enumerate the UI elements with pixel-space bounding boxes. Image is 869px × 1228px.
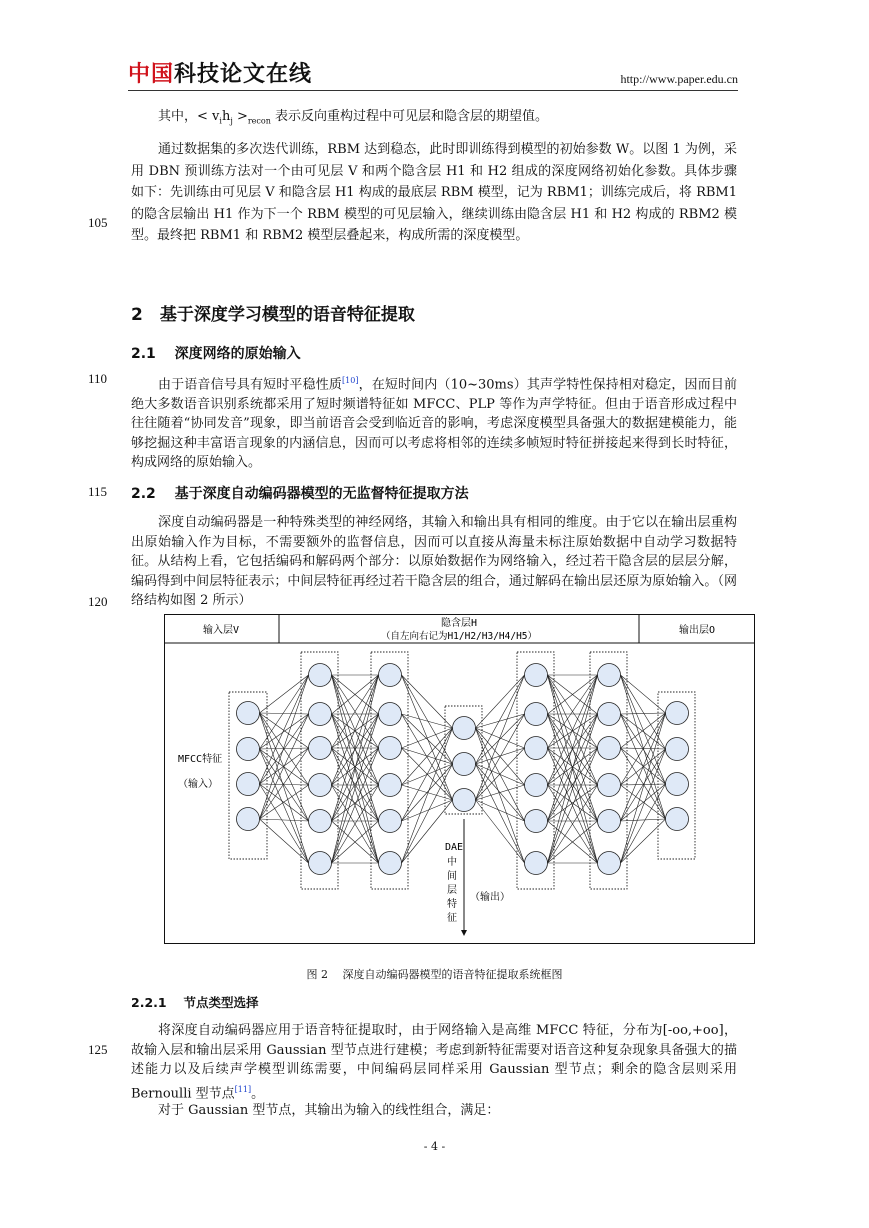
network-node: [237, 808, 260, 831]
network-node: [525, 664, 548, 687]
line-number: 120: [88, 594, 108, 609]
line-number: 125: [88, 1042, 108, 1057]
line-number: 110: [88, 371, 108, 386]
network-node: [598, 774, 621, 797]
network-node: [525, 852, 548, 875]
hidden-layer-sublabel: （自左向右记为H1/H2/H3/H4/H5）: [380, 631, 538, 642]
paragraph-node-types: 将深度自动编码器应用于语音特征提取时，由于网络输入是高维 MFCC 特征，分布为[-oo,+oo]，故输入层和输出层采用 Gaussian 型节点进行建模；考虑到新特征需要对语音这种复杂现象具备强大的描述能力以及后续声学模型训练需要，中间编码层同样采用 Gaussian 型节点；剩余的隐含层则采用 Bernoulli 型节点[11]。: [131, 1023, 737, 1101]
mfcc-feature-label: MFCC特征: [178, 754, 223, 765]
network-node: [666, 702, 689, 725]
paragraph-raw-input: 由于语音信号具有短时平稳性质[10]，在短时间内（10~30ms）其声学特性保持相对稳定，因而目前绝大多数语音识别系统都采用了短时频谱特征如 MFCC、PLP 等作为声学特征。但由于语音形成过程中往往随着“协同发音”现象，即当前语音会受到临近音的影响，考虑深度模型具备强大的数据建模能力，能够挖掘这种丰富语言现象的内涵信息，因而可以考虑将相邻的连续多帧短时特征拼接起来得到长时特征，构成网络的原始输入。: [131, 376, 737, 471]
dae-char: 中: [447, 857, 457, 868]
dae-char: 特: [447, 899, 457, 910]
header-url[interactable]: http://www.paper.edu.cn: [620, 72, 738, 86]
network-node: [666, 773, 689, 796]
paragraph-gaussian-node: 对于 Gaussian 型节点，其输出为输入的线性组合，满足：: [158, 1103, 500, 1118]
line-number: 115: [88, 484, 108, 499]
paragraph-autoencoder: 深度自动编码器是一种特殊类型的神经网络，其输入和输出具有相同的维度。由于它以在输出层重构出原始输入作为目标，不需要额外的监督信息，因而可以直接从海量未标注原始数据中自动学习数据特征。从结构上看，它包括编码和解码两个部分：以原始数据作为网络输入，经过若干隐含层的层层分解，编码得到中间层特征表示；中间层特征再经过若干隐含层的组合，通过解码在输出层还原为原始输入。（网络结构如图 2 所示）: [131, 515, 737, 608]
network-node: [309, 774, 332, 797]
network-node: [379, 810, 402, 833]
page-number: - 4 -: [423, 1140, 446, 1153]
line-number: 105: [88, 215, 108, 230]
subsection-heading: 2.2 基于深度自动编码器模型的无监督特征提取方法: [131, 486, 469, 502]
dae-char: 间: [447, 871, 457, 882]
paragraph-formula-note: 其中，< $v_ih_j >_{recon}$ 表示反向重构过程中可见层和隐含层的期望值。: [158, 109, 548, 126]
input-layer-label: 输入层V: [202, 625, 240, 636]
subsubsection-heading: 2.2.1 节点类型选择: [131, 995, 259, 1010]
network-node: [525, 810, 548, 833]
network-node: [598, 852, 621, 875]
hidden-layer-label: 隐含层H: [440, 618, 478, 629]
network-node: [598, 664, 621, 687]
network-node: [453, 789, 476, 812]
journal-logo: 中国科技论文在线: [128, 62, 313, 87]
input-note-label: （输入）: [178, 779, 218, 790]
dae-network-figure: [164, 614, 755, 944]
dae-label: DAE: [445, 842, 464, 853]
header-rule: [128, 90, 738, 91]
section-heading: 2 基于深度学习模型的语音特征提取: [131, 305, 415, 325]
dae-char: 征: [447, 913, 457, 924]
network-node: [309, 737, 332, 760]
network-node: [379, 703, 402, 726]
output-note-label: （输出）: [470, 892, 510, 903]
dae-char: 层: [447, 885, 457, 896]
network-node: [525, 737, 548, 760]
network-node: [525, 774, 548, 797]
network-node: [309, 810, 332, 833]
output-layer-label: 输出层O: [678, 625, 716, 636]
network-node: [379, 774, 402, 797]
network-node: [309, 664, 332, 687]
network-node: [237, 702, 260, 725]
network-node: [598, 810, 621, 833]
paragraph-dbn-pretraining: 通过数据集的多次迭代训练，RBM 达到稳态，此时即训练得到模型的初始参数 W。以图 1 为例，采用 DBN 预训练方法对一个由可见层 V 和两个隐含层 H1 和 H2 组成的深度网络初始化参数。具体步骤如下：先训练由可见层 V 和隐含层 H1 构成的最底层 RBM 模型，记为 RBM1；训练完成后，将 RBM1 的隐含层输出 H1 作为下一个 RBM 模型的可见层输入，继续训练由隐含层 H1 和 H2 构成的 RBM2 模型。最终把 RBM1 和 RBM2 模型层叠起来，构成所需的深度模型。: [131, 142, 737, 244]
network-node: [453, 753, 476, 776]
figure-caption: 图 2 深度自动编码器模型的语音特征提取系统框图: [306, 968, 563, 981]
network-node: [453, 717, 476, 740]
network-node: [379, 852, 402, 875]
network-node: [237, 773, 260, 796]
network-node: [598, 703, 621, 726]
network-node: [237, 738, 260, 761]
subsection-heading: 2.1 深度网络的原始输入: [131, 346, 301, 362]
network-node: [309, 703, 332, 726]
network-node: [379, 737, 402, 760]
network-node: [598, 737, 621, 760]
network-node: [309, 852, 332, 875]
network-node: [525, 703, 548, 726]
network-node: [666, 738, 689, 761]
network-node: [379, 664, 402, 687]
network-node: [666, 808, 689, 831]
